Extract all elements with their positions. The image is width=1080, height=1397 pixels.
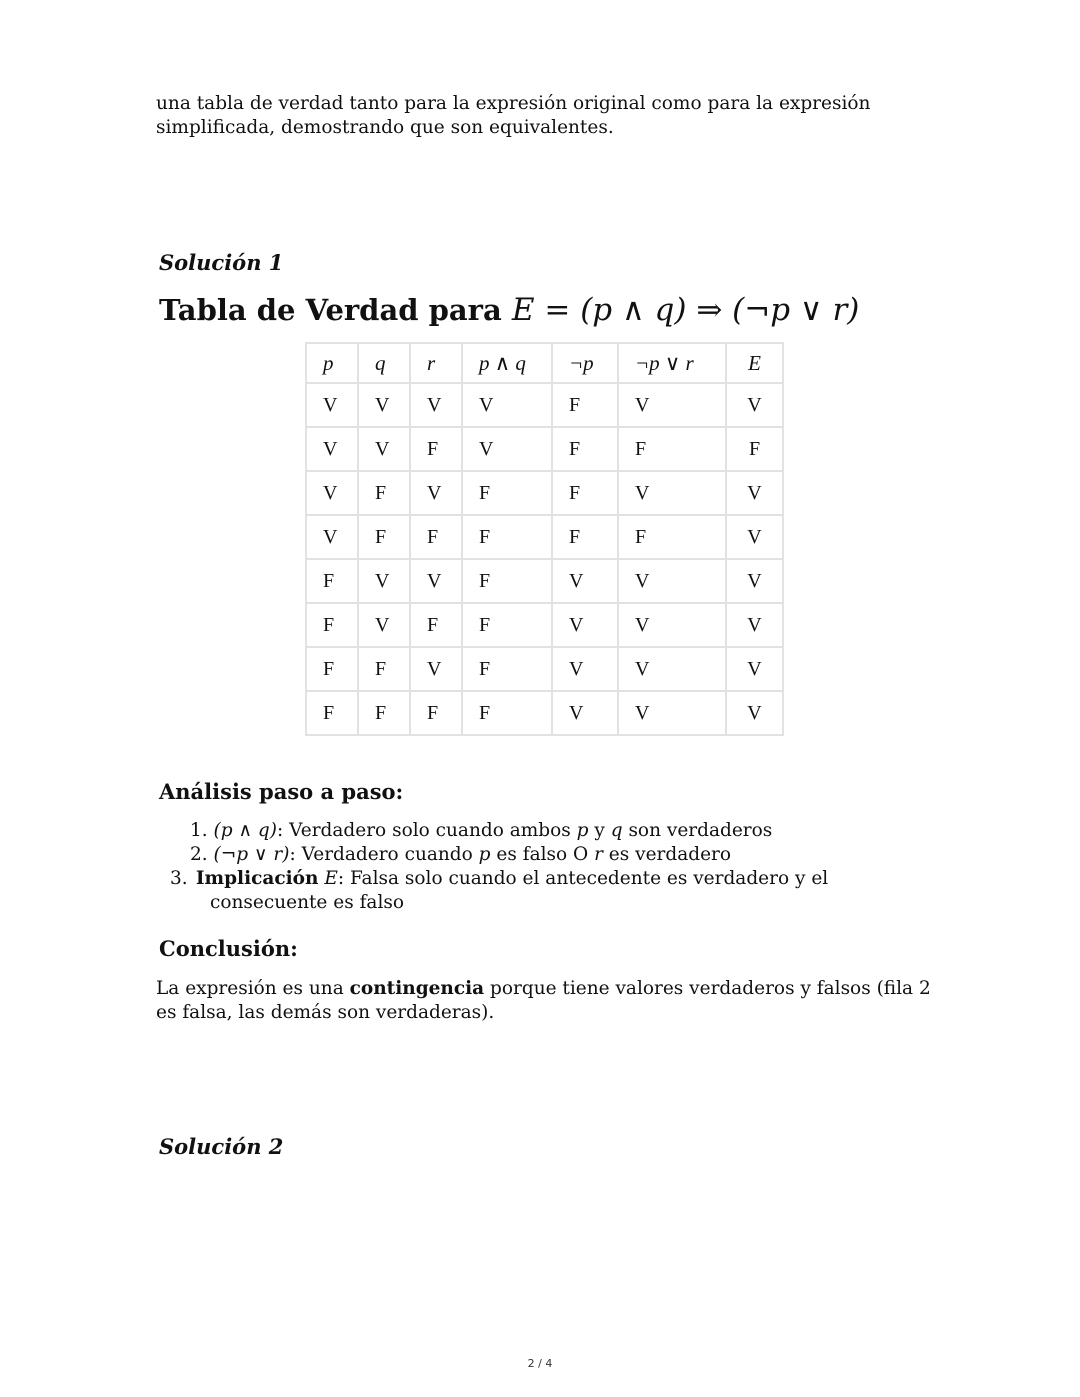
truth-table-cell: F (306, 603, 358, 647)
step-1-math: (p ∧ q) (213, 820, 277, 841)
truth-table-cell: V (726, 559, 783, 603)
table-title-formula (512, 292, 860, 328)
truth-table-cell: F (358, 471, 410, 515)
truth-table-cell: F (358, 647, 410, 691)
table-title-text: Tabla de Verdad para (159, 293, 502, 327)
truth-table-cell: V (552, 603, 618, 647)
truth-table-cell: V (410, 647, 462, 691)
truth-table-cell: V (726, 515, 783, 559)
page-number: 2 / 4 (527, 1357, 553, 1370)
header-q: q (358, 343, 410, 383)
truth-table-cell: V (618, 647, 726, 691)
truth-table-cell: V (726, 471, 783, 515)
truth-table-cell: F (462, 471, 552, 515)
truth-table-row (306, 515, 783, 559)
truth-table-cell: F (618, 515, 726, 559)
formula-rhs: (p ∧ q) ⇒ (¬p ∨ r) (580, 292, 860, 328)
analysis-steps (170, 819, 920, 915)
truth-table-cell: V (618, 471, 726, 515)
header-p: p (306, 343, 358, 383)
truth-table-cell: V (358, 559, 410, 603)
formula-lhs: E (511, 292, 535, 328)
truth-table-cell: V (410, 383, 462, 427)
truth-table-cell: F (552, 427, 618, 471)
analysis-step-1: 1. (p ∧ q): Verdadero solo cuando ambos p y q son verdaderos (190, 820, 773, 841)
truth-table-cell: F (462, 647, 552, 691)
truth-table (305, 342, 784, 736)
truth-table-cell: V (618, 691, 726, 735)
analysis-step-2: 2. (¬p ∨ r): Verdadero cuando p es falso O r es verdadero (190, 844, 732, 865)
truth-table-cell: F (410, 691, 462, 735)
truth-table-cell: V (358, 383, 410, 427)
header-r: r (410, 343, 462, 383)
solution-1-label: Solución 1 (159, 250, 284, 275)
truth-table-row (306, 559, 783, 603)
truth-table-cell: F (552, 471, 618, 515)
truth-table-cell: V (552, 647, 618, 691)
truth-table-cell: V (306, 515, 358, 559)
truth-table-cell: F (462, 691, 552, 735)
table-title (159, 292, 859, 328)
truth-table-row (306, 647, 783, 691)
truth-table-cell: F (306, 647, 358, 691)
truth-table-row (306, 603, 783, 647)
truth-table-cell: V (618, 603, 726, 647)
contingency-term: contingencia (349, 978, 485, 999)
analysis-heading: Análisis paso a paso: (159, 779, 404, 804)
truth-table-cell: F (552, 383, 618, 427)
truth-table-cell: V (358, 427, 410, 471)
conclusion-paragraph: La expresión es una contingencia porque tiene valores verdaderos y falsos (fila 2 es falsa, las demás son verdaderas). (156, 978, 931, 1023)
truth-table-cell: F (358, 515, 410, 559)
truth-table-cell: F (410, 603, 462, 647)
truth-table-row (306, 427, 783, 471)
truth-table-cell: V (618, 383, 726, 427)
step-2-math: (¬p ∨ r) (213, 844, 290, 865)
header-p-and-q: p ∧ q (462, 343, 552, 383)
truth-table-row (306, 691, 783, 735)
truth-table-cell: F (410, 427, 462, 471)
header-not-p-or-r: ¬p ∨ r (618, 343, 726, 383)
truth-table-header-row (306, 343, 783, 383)
truth-table-cell: F (462, 559, 552, 603)
analysis-step-3: 3. Implicación E: Falsa solo cuando el antecedente es verdadero y el consecuente es falso (170, 868, 829, 913)
truth-table-cell: F (410, 515, 462, 559)
truth-table-cell: V (726, 603, 783, 647)
truth-table-cell: V (306, 471, 358, 515)
truth-table-cell: V (306, 383, 358, 427)
truth-table-cell: V (552, 559, 618, 603)
truth-table-cell: V (726, 647, 783, 691)
solution-2-label: Solución 2 (159, 1134, 284, 1159)
truth-table-cell: V (358, 603, 410, 647)
truth-table-cell: V (726, 691, 783, 735)
conclusion-heading: Conclusión: (159, 936, 298, 961)
intro-paragraph: una tabla de verdad tanto para la expresión original como para la expresión simplificada, demostrando que son equivalentes. (156, 93, 871, 138)
truth-table-cell: V (306, 427, 358, 471)
truth-table-cell: F (306, 691, 358, 735)
truth-table-row (306, 383, 783, 427)
truth-table-cell: F (306, 559, 358, 603)
truth-table-cell: F (462, 603, 552, 647)
header-not-p: ¬p (552, 343, 618, 383)
truth-table-cell: F (618, 427, 726, 471)
formula-eq: = (544, 292, 571, 328)
truth-table-cell: V (410, 559, 462, 603)
truth-table-cell: V (410, 471, 462, 515)
truth-table-cell: V (462, 427, 552, 471)
header-e: E (726, 343, 783, 383)
truth-table-cell: F (552, 515, 618, 559)
truth-table-row (306, 471, 783, 515)
truth-table-cell: F (358, 691, 410, 735)
truth-table-cell: F (462, 515, 552, 559)
truth-table-body (306, 383, 783, 735)
truth-table-cell: F (726, 427, 783, 471)
truth-table-cell: V (552, 691, 618, 735)
truth-table-cell: V (618, 559, 726, 603)
truth-table-cell: V (462, 383, 552, 427)
truth-table-cell: V (726, 383, 783, 427)
step-3-bold: Implicación (195, 868, 319, 889)
